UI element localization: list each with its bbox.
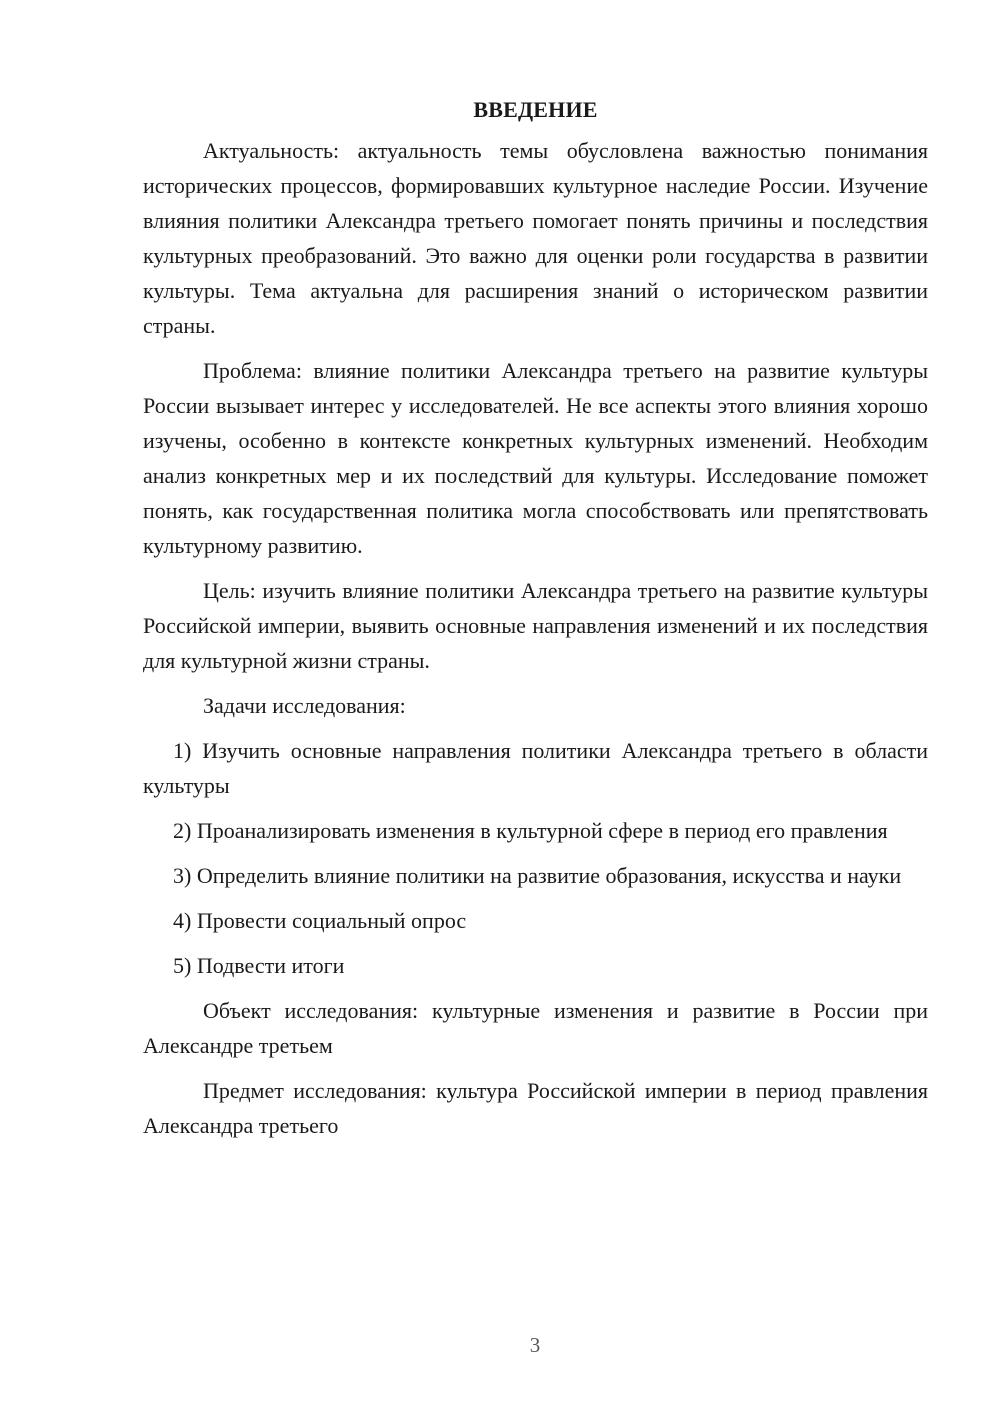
subject-paragraph: Предмет исследования: культура Российской империи в период правления Александра третьего bbox=[143, 1078, 928, 1138]
page-number: 3 bbox=[529, 1333, 541, 1357]
task-item: 1) Изучить основные направления политики Александра третьего в области культуры bbox=[143, 738, 928, 798]
document-page bbox=[143, 92, 928, 1153]
problem-paragraph: Проблема: влияние политики Александра третьего на развитие культуры России вызывает интерес у исследователей. Не все аспекты этого влияния хорошо изучены, особенно в контексте конкретных культурных изменений. Необходим анализ конкретных мер и их последствий для культуры. Исследование поможет понять, как государственная политика могла способствовать или препятствовать культурному развитию. bbox=[143, 358, 928, 558]
task-item: 2) Проанализировать изменения в культурной сфере в период его правления bbox=[173, 818, 888, 843]
task-item: 4) Провести социальный опрос bbox=[173, 908, 467, 933]
task-item: 3) Определить влияние политики на развитие образования, искусства и науки bbox=[173, 863, 902, 888]
task-item: 5) Подвести итоги bbox=[173, 953, 345, 978]
relevance-paragraph: Актуальность: актуальность темы обусловлена важностью понимания исторических процессов, формировавших культурное наследие России. Изучение влияния политики Александра третьего помогает понять причины и последствия культурных преобразований. Это важно для оценки роли государства в развитии культуры. Тема актуальна для расширения знаний о историческом развитии страны. bbox=[143, 138, 928, 338]
tasks-heading: Задачи исследования: bbox=[203, 693, 406, 718]
object-paragraph: Объект исследования: культурные изменения и развитие в России при Александре третьем bbox=[143, 998, 928, 1058]
page-title: ВВЕДЕНИЕ bbox=[473, 97, 598, 122]
goal-paragraph: Цель: изучить влияние политики Александра третьего на развитие культуры Российской империи, выявить основные направления изменений и их последствия для культурной жизни страны. bbox=[143, 578, 928, 673]
